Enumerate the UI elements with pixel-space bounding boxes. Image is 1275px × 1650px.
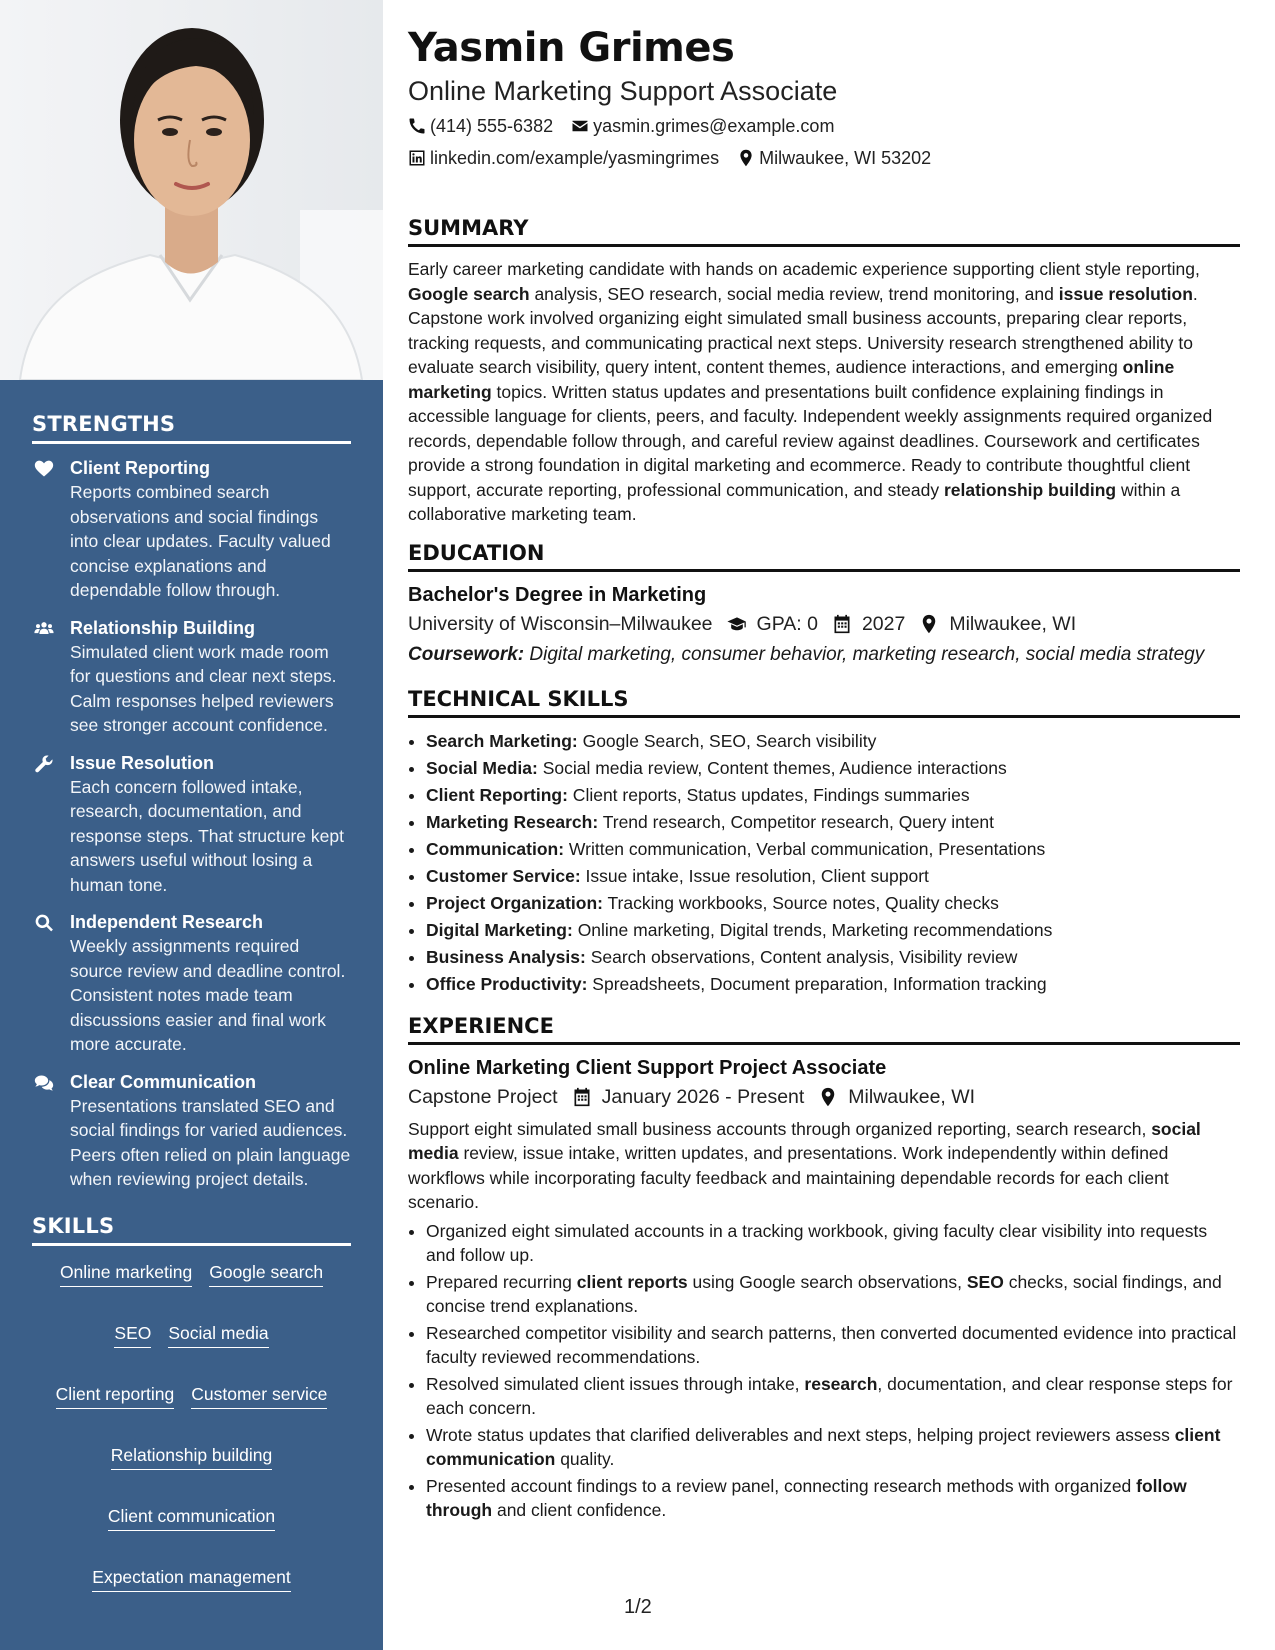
candidate-role: Online Marketing Support Associate xyxy=(408,76,838,106)
bullet-keyword: follow through xyxy=(426,1475,1187,1520)
sidebar-content xyxy=(32,412,351,1592)
skill-values: Search observations, Content analysis, Visibility review xyxy=(585,946,1018,967)
skill-category: Project Organization: xyxy=(426,892,603,913)
summary-section xyxy=(408,216,1240,527)
list-item xyxy=(426,1219,1240,1268)
summary-keyword: issue resolution xyxy=(1058,283,1193,304)
linkedin-text: linkedin.com/example/yasmingrimes xyxy=(430,148,720,168)
strength-text: Each concern followed intake, research, documentation, and response steps. That structure kept answers useful without losing a human tone. xyxy=(70,776,344,895)
bullet-keyword: client reports xyxy=(576,1271,688,1292)
technical-skills-list xyxy=(408,728,1240,998)
list-item xyxy=(426,782,1240,809)
year-text: 2027 xyxy=(861,612,906,635)
skill-category: Digital Marketing: xyxy=(426,919,573,940)
list-item xyxy=(426,971,1240,998)
bullet-text: Organized eight simulated accounts in a tracking workbook, giving faculty clear visibility into requests and follow up. xyxy=(426,1220,1208,1265)
calendar-icon xyxy=(572,1087,592,1107)
summary-keyword: relationship building xyxy=(944,479,1117,500)
skill-values: Issue intake, Issue resolution, Client support xyxy=(580,865,929,886)
summary-part: Early career marketing candidate with hands on academic experience supporting client style reporting, xyxy=(408,259,1200,279)
skill-chip: SEO xyxy=(114,1321,151,1348)
summary-text xyxy=(408,257,1240,527)
list-item xyxy=(426,1474,1240,1523)
bullet-text: Prepared recurring xyxy=(426,1271,577,1292)
coursework xyxy=(408,642,1240,667)
gpa-text: GPA: 0 xyxy=(756,612,818,635)
envelope-icon xyxy=(571,117,589,135)
strength-text: Reports combined search observations and social findings into clear updates. Faculty valued concise explanations and dependable follow through. xyxy=(70,482,331,600)
gpa xyxy=(727,610,818,638)
phone-icon xyxy=(408,117,426,135)
degree-title: Bachelor's Degree in Marketing xyxy=(408,583,707,606)
sidebar xyxy=(0,0,383,1650)
skill-values: Spreadsheets, Document preparation, Information tracking xyxy=(587,973,1047,994)
job-description xyxy=(408,1117,1240,1215)
bullet-text: checks, social findings, and concise trend explanations. xyxy=(426,1271,1222,1316)
contact-row-1 xyxy=(408,114,1240,138)
phone-text: (414) 555-6382 xyxy=(430,116,554,136)
desc-keyword: social media xyxy=(408,1118,1201,1163)
skill-chip: Expectation management xyxy=(92,1565,290,1592)
strength-item-independent-research xyxy=(32,910,351,1057)
search-icon xyxy=(32,910,70,1057)
bullet-keyword: research xyxy=(804,1373,878,1394)
candidate-name: Yasmin Grimes xyxy=(408,25,735,71)
list-item xyxy=(426,944,1240,971)
strength-item-client-reporting xyxy=(32,456,351,603)
job-location xyxy=(818,1083,975,1111)
users-icon xyxy=(32,616,70,738)
bullet-text: , documentation, and clear response steps for each concern. xyxy=(426,1373,1233,1418)
location-contact xyxy=(737,146,931,170)
comments-icon xyxy=(32,1070,70,1192)
bullet-text: quality. xyxy=(555,1449,615,1469)
list-item xyxy=(426,809,1240,836)
bullet-text: Wrote status updates that clarified deliverables and next steps, helping project reviewers assess xyxy=(426,1424,1175,1445)
bullet-text: Researched competitor visibility and search patterns, then converted documented evidence into practical faculty reviewed recommendations. xyxy=(426,1322,1237,1367)
skill-category: Social Media: xyxy=(426,757,538,778)
linkedin-contact[interactable] xyxy=(408,146,719,170)
skill-category: Communication: xyxy=(426,838,565,859)
profile-photo xyxy=(0,0,383,380)
list-item xyxy=(426,836,1240,863)
strengths-heading: STRENGTHS xyxy=(32,412,351,444)
organization xyxy=(408,1083,558,1111)
bullet-text: and client confidence. xyxy=(492,1500,667,1520)
skill-category: Client Reporting: xyxy=(426,784,568,805)
skill-chip: Client communication xyxy=(108,1504,275,1531)
technical-skills-section xyxy=(408,687,1240,998)
skill-values: Trend research, Competitor research, Query intent xyxy=(598,811,995,832)
school-text: University of Wisconsin–Milwaukee xyxy=(408,612,713,635)
linkedin-icon xyxy=(408,149,426,167)
bullet-keyword: SEO xyxy=(966,1271,1004,1292)
strength-title: Relationship Building xyxy=(70,617,255,638)
education-section xyxy=(408,541,1240,667)
strength-title: Independent Research xyxy=(70,912,264,932)
school-location-text: Milwaukee, WI xyxy=(949,612,1077,635)
skill-values: Tracking workbooks, Source notes, Quality checks xyxy=(602,892,999,913)
skill-values: Social media review, Content themes, Audience interactions xyxy=(537,757,1007,778)
experience-heading: EXPERIENCE xyxy=(408,1014,1240,1045)
skill-category: Search Marketing: xyxy=(426,730,578,751)
summary-part: analysis, SEO research, social media review, trend monitoring, and xyxy=(529,283,1059,304)
skill-chip: Social media xyxy=(168,1321,268,1348)
list-item xyxy=(426,1321,1240,1370)
skill-values: Client reports, Status updates, Findings summaries xyxy=(567,784,970,805)
dates-text: January 2026 - Present xyxy=(601,1085,805,1108)
email-text: yasmin.grimes@example.com xyxy=(593,116,835,136)
technical-skills-heading: TECHNICAL SKILLS xyxy=(408,687,1240,718)
bullet-text: Presented account findings to a review panel, connecting research methods with organized xyxy=(426,1475,1137,1496)
location-pin-icon xyxy=(919,614,939,634)
list-item xyxy=(426,917,1240,944)
school-name xyxy=(408,610,713,638)
wrench-icon xyxy=(32,751,70,898)
skill-category: Business Analysis: xyxy=(426,946,586,967)
email-contact[interactable] xyxy=(571,114,834,138)
job-title: Online Marketing Client Support Project Associate xyxy=(408,1056,887,1079)
strength-text: Presentations translated SEO and social findings for varied audiences. Peers often relied on plain language when reviewing project details. xyxy=(70,1095,351,1189)
skill-chip: Google search xyxy=(209,1260,323,1287)
skill-category: Marketing Research: xyxy=(426,811,599,832)
contact-row-2 xyxy=(408,146,1240,170)
skill-chip: Online marketing xyxy=(60,1260,192,1287)
strength-title: Clear Communication xyxy=(70,1071,257,1092)
skills-list xyxy=(32,1260,351,1592)
list-item xyxy=(426,1423,1240,1472)
strength-item-relationship-building xyxy=(32,616,351,738)
summary-heading: SUMMARY xyxy=(408,216,1240,247)
bullet-text: using Google search observations, xyxy=(687,1271,967,1292)
location-pin-icon xyxy=(818,1087,838,1107)
page-number: 1/2 xyxy=(624,1596,652,1618)
summary-part: topics. Written status updates and presentations built confidence explaining findings in accessible language for clients, peers, and faculty. Independent weekly assignments required organized records, dependable follow through, and careful review against deadlines. Coursework and certificates provide a strong foundation in digital marketing and ecommerce. Ready to contribute thoughtful client support, accurate reporting, professional communication, and steady xyxy=(408,381,1213,500)
main-content xyxy=(408,24,1240,1525)
strength-item-clear-communication xyxy=(32,1070,351,1192)
skill-chip: Relationship building xyxy=(111,1443,273,1470)
heart-icon xyxy=(32,456,70,603)
strength-text: Weekly assignments required source review and deadline control. Consistent notes made team discussions easier and final work more accurate. xyxy=(70,936,346,1054)
skill-values: Online marketing, Digital trends, Marketing recommendations xyxy=(572,919,1053,940)
organization-text: Capstone Project xyxy=(408,1085,558,1108)
list-item xyxy=(426,1270,1240,1319)
skill-category: Office Productivity: xyxy=(426,973,588,994)
graduation-year xyxy=(832,610,905,638)
summary-part: . Capstone work involved organizing eight simulated small business accounts, preparing clear reports, tracking requests, and communicating practical next steps. University research strengthened ability to evaluate search visibility, query intent, content themes, audience interactions, and emerging xyxy=(408,283,1198,377)
list-item xyxy=(426,863,1240,890)
coursework-text: Digital marketing, consumer behavior, marketing research, social media strategy xyxy=(524,643,1205,665)
strength-title: Client Reporting xyxy=(70,458,210,478)
education-heading: EDUCATION xyxy=(408,541,1240,572)
skills-heading: SKILLS xyxy=(32,1214,351,1246)
location-pin-icon xyxy=(737,149,755,167)
strength-title: Issue Resolution xyxy=(70,752,215,773)
experience-meta xyxy=(408,1083,1240,1111)
list-item xyxy=(426,1372,1240,1421)
skill-values: Written communication, Verbal communication, Presentations xyxy=(564,838,1046,859)
bullet-keyword: client communication xyxy=(426,1424,1221,1469)
calendar-icon xyxy=(832,614,852,634)
skill-values: Google Search, SEO, Search visibility xyxy=(577,730,877,751)
location-text: Milwaukee, WI 53202 xyxy=(759,148,932,168)
job-location-text: Milwaukee, WI xyxy=(848,1085,976,1108)
education-meta xyxy=(408,610,1240,638)
skill-chip: Client reporting xyxy=(56,1382,175,1409)
experience-section xyxy=(408,1014,1240,1523)
school-location xyxy=(919,610,1076,638)
bullet-text: Resolved simulated client issues through intake, xyxy=(426,1373,805,1394)
summary-keyword: online marketing xyxy=(408,357,1175,402)
summary-keyword: Google search xyxy=(408,283,530,304)
skill-chip: Customer service xyxy=(191,1382,327,1409)
phone-contact[interactable] xyxy=(408,114,553,138)
summary-part: within a collaborative marketing team. xyxy=(408,479,1181,524)
strength-item-issue-resolution xyxy=(32,751,351,898)
list-item xyxy=(426,755,1240,782)
list-item xyxy=(426,890,1240,917)
job-dates xyxy=(572,1083,805,1111)
list-item xyxy=(426,728,1240,755)
graduation-cap-icon xyxy=(727,614,747,634)
coursework-label: Coursework: xyxy=(408,643,525,665)
desc-part: review, issue intake, written updates, and presentations. Work independently within defined workflows while incorporating faculty feedback and maintaining dependable records for each client scenario. xyxy=(408,1143,1169,1212)
experience-bullets xyxy=(408,1219,1240,1523)
profile-photo-illustration xyxy=(0,0,383,380)
desc-part: Support eight simulated small business accounts through organized reporting, search research, xyxy=(408,1118,1152,1139)
strength-text: Simulated client work made room for questions and clear next steps. Calm responses helped reviewers see stronger account confidence. xyxy=(70,641,337,735)
skill-category: Customer Service: xyxy=(426,865,581,886)
